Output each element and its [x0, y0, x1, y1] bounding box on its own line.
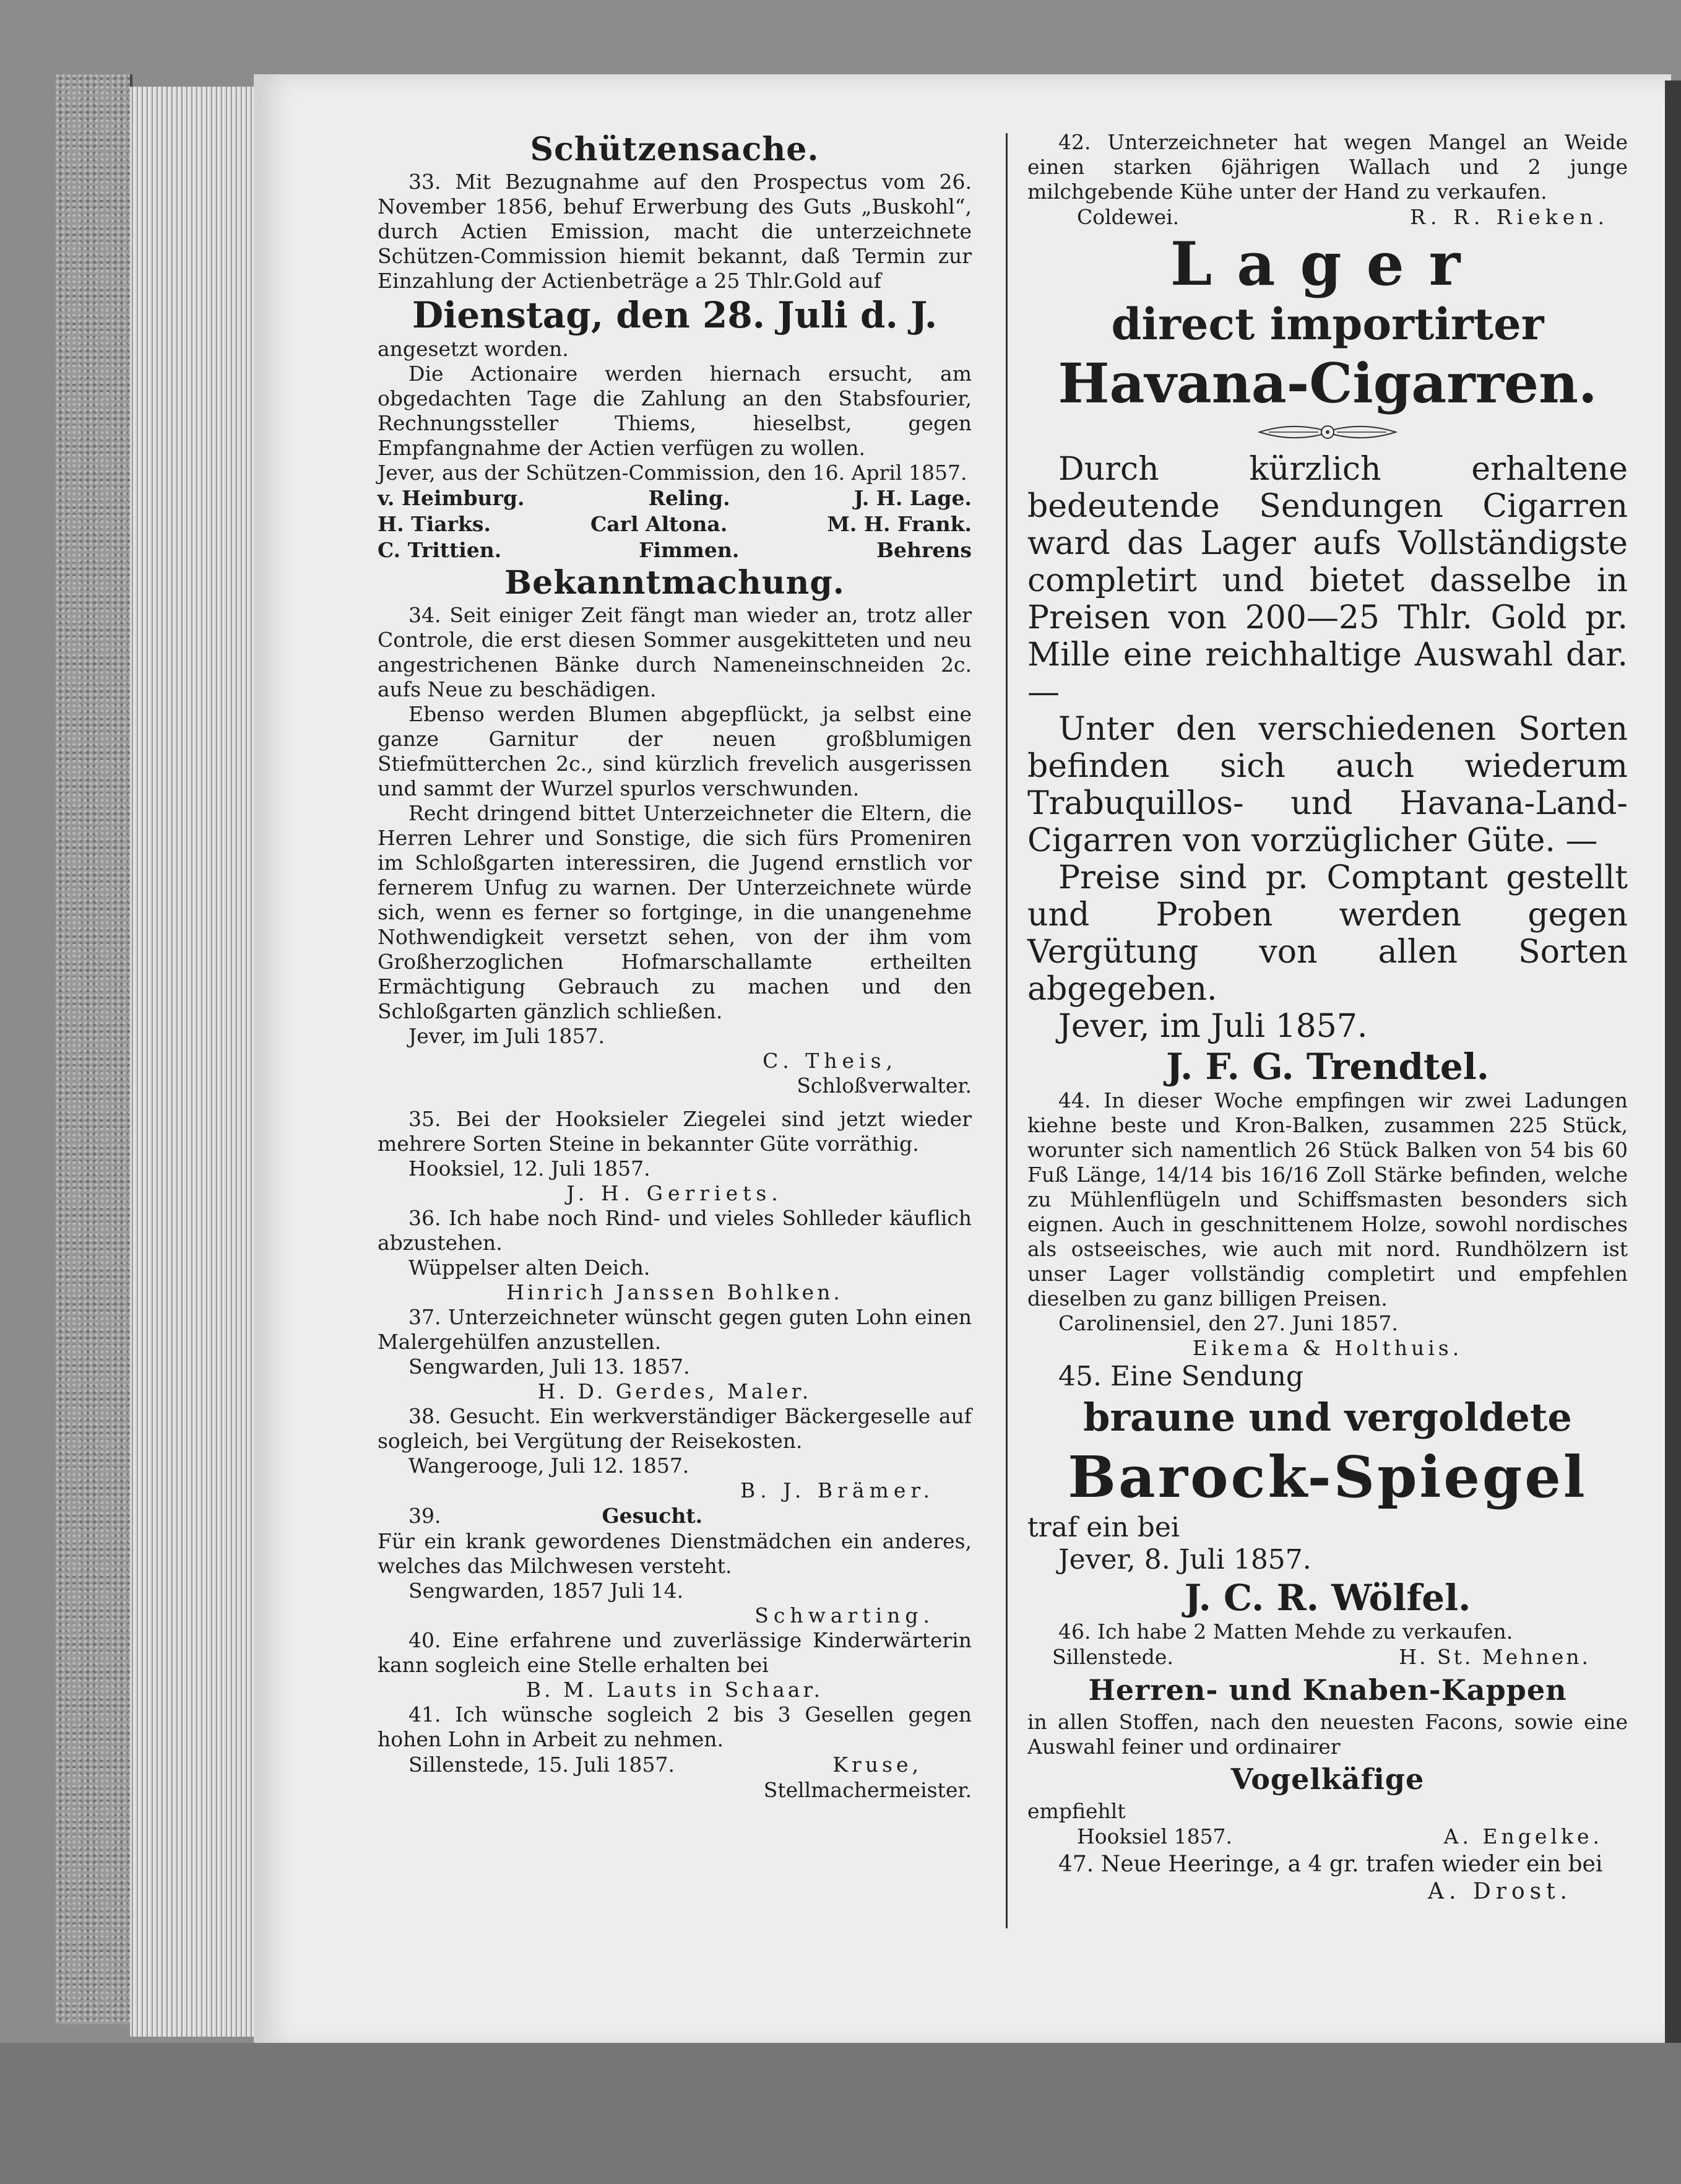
notice-33-date: Dienstag, den 28. Juli d. J. — [412, 294, 938, 336]
signature: C. Trittien. — [378, 538, 502, 562]
notice-41-footer — [378, 1752, 972, 1778]
notice-37-place: Sengwarden, Juli 13. 1857. — [408, 1354, 690, 1379]
notice-45-line1: traf ein bei — [1027, 1512, 1180, 1543]
ad-kappen-footer — [1027, 1824, 1628, 1850]
notice-38-place: Wangerooge, Juli 12. 1857. — [408, 1454, 689, 1478]
signature: M. H. Frank. — [827, 512, 972, 536]
notice-41-signature: Kruse, — [832, 1753, 922, 1777]
notice-41-place: Sillenstede, 15. Juli 1857. — [408, 1753, 675, 1777]
ad-paragraph-3: Preise sind pr. Comptant gestellt und Proben werden gegen Vergütung von allen Sorten abgegeben. — [1027, 859, 1628, 1008]
ad-lager-heading: Lager — [1170, 229, 1485, 299]
notice-46-body: 46. Ich habe 2 Matten Mehde zu verkaufen. — [1058, 1619, 1513, 1644]
notice-39-body: Für ein krank gewordenes Dienstmädchen ein anderes, welches das Milchwesen versteht. — [378, 1529, 972, 1578]
ad-paragraph-1: Durch kürzlich erhaltene bedeutende Sendungen Cigarren ward das Lager aufs Vollständigste completirt und bietet dasselbe in Preisen von 200—25 Thlr. Gold pr. Mille eine reichhaltige Auswahl dar. — — [1027, 451, 1628, 711]
ad-kappen-signature: A. Engelke. — [1443, 1824, 1603, 1848]
notice-35-place: Hooksiel, 12. Juli 1857. — [408, 1156, 650, 1181]
notice-39-number: 39. — [408, 1504, 441, 1528]
notice-33-signatures-2 — [378, 511, 972, 537]
notice-33-place: Jever, aus der Schützen-Commission, den 16. April 1857. — [378, 461, 967, 485]
ad-braune-heading: braune und vergoldete — [1083, 1395, 1572, 1440]
signature: Carl Altona. — [590, 512, 728, 536]
notice-41-role: Stellmachermeister. — [763, 1778, 972, 1802]
background-bottom — [0, 2043, 1681, 2184]
notice-46-footer — [1027, 1644, 1628, 1670]
signature: J. H. Lage. — [853, 486, 972, 510]
notice-44-place: Carolinensiel, den 27. Juni 1857. — [1058, 1311, 1398, 1335]
notice-34-p3: Recht dringend bittet Unterzeichneter die Eltern, die Herren Lehrer und Sonstige, die sich fürs Promeniren im Schloßgarten interessiren, die Jugend ernstlich vor fernerem Unfug zu warnen. Der Unterzeichnete würde sich, wenn es ferner so fortginge, in die unangenehme Nothwendigkeit versetzt sehen, von der ihm vom Großherzoglichen Hofmarschallamte ertheilten Ermächtigung Gebrauch zu machen und den Schloßgarten gänzlich schließen. — [378, 801, 972, 1023]
notice-45-firm: J. C. R. Wölfel. — [1184, 1577, 1471, 1619]
signature: H. Tiarks. — [378, 512, 491, 536]
heading-schuetzensache: Schützensache. — [530, 131, 819, 168]
notice-45-line2: Jever, 8. Juli 1857. — [1058, 1544, 1312, 1575]
notice-42-signature: R. R. Rieken. — [1410, 205, 1609, 229]
ad-empfiehlt: empfiehlt — [1027, 1799, 1126, 1823]
ad-direct-heading: direct importirter — [1111, 298, 1544, 350]
notice-36-body: 36. Ich habe noch Rind- und vieles Sohlleder käuflich abzustehen. — [378, 1206, 972, 1255]
notice-42-body: 42. Unterzeichneter hat wegen Mangel an Weide einen starken 6jährigen Wallach und 2 junge milchgebende Kühe unter der Hand zu verkaufen. — [1027, 130, 1628, 204]
notice-33-body3: Die Actionaire werden hiernach ersucht, am obgedachten Tage die Zahlung an den Stabsfourier, Rechnungssteller Thiems, hieselbst, gegen Empfangnahme der Actien verfügen zu wollen. — [378, 362, 972, 460]
signature: Behrens — [876, 538, 972, 562]
notice-42-place: Coldewei. — [1077, 205, 1180, 229]
ad-place: Jever, im Juli 1857. — [1058, 1008, 1368, 1045]
ad-havana-heading: Havana-Cigarren. — [1058, 351, 1597, 415]
signature: Fimmen. — [639, 538, 740, 562]
notice-45-heading: 45. Eine Sendung — [1058, 1361, 1304, 1392]
notice-47-body: 47. Neue Heeringe, a 4 gr. trafen wieder ein bei — [1058, 1852, 1603, 1877]
notice-36-signature: Hinrich Janssen Bohlken. — [506, 1280, 843, 1304]
notice-40-body: 40. Eine erfahrene und zuverlässige Kinderwärterin kann sogleich eine Stelle erhalten bei — [378, 1628, 972, 1677]
notice-39-header — [378, 1503, 972, 1529]
book-cover — [56, 74, 132, 2024]
notice-38-signature: B. J. Brämer. — [740, 1478, 935, 1502]
notice-35-body: 35. Bei der Hooksieler Ziegelei sind jetzt wieder mehrere Sorten Steine in bekannter Güte vorräthig. — [378, 1107, 972, 1156]
notice-39-heading: Gesucht. — [602, 1504, 703, 1528]
ad-barock-heading: Barock-Spiegel — [1068, 1444, 1588, 1510]
right-column — [1027, 130, 1628, 1904]
notice-34-p2: Ebenso werden Blumen abgepflückt, ja selbst eine ganze Garnitur der neuen großblumigen Stiefmütterchen 2c., sind kürzlich frevelich ausgerissen und sammt der Wurzel spurlos verschwunden. — [378, 702, 972, 800]
left-column — [378, 130, 972, 1803]
notice-44-body: 44. In dieser Woche empfingen wir zwei Ladungen kiehne beste und Kron-Balken, zusammen 225 Stück, worunter sich namentlich 26 Stück Balken von 54 bis 60 Fuß Länge, 14/14 bis 16/16 Zoll Stärke befinden, welche zu Mühlenflügeln und Schiffsmasten besonders sich eignen. Auch in geschnittenem Holze, sowohl nordisches als ostseeisches, wie auch mit nord. Rundhölzern ist unser Lager vollständig completirt und empfehlen dieselben zu ganz billigen Preisen. — [1027, 1088, 1628, 1311]
notice-46-signature: H. St. Mehnen. — [1399, 1645, 1591, 1669]
ad-kappen-heading: Herren- und Knaben-Kappen — [1088, 1673, 1567, 1707]
notice-34-p1: 34. Seit einiger Zeit fängt man wieder an, trotz aller Controle, die erst diesen Sommer ausgekitteten und neu angestrichenen Bänke durch Nameneinschneiden 2c. aufs Neue zu beschädigen. — [378, 603, 972, 701]
notice-33-signatures-3 — [378, 537, 972, 563]
signature: Reling. — [648, 486, 730, 510]
ad-paragraph-2: Unter den verschiedenen Sorten befinden sich auch wiederum Trabuquillos- und Havana-Land-Cigarren von vorzüglicher Güte. — — [1027, 711, 1628, 859]
notice-34-role: Schloßverwalter. — [797, 1073, 972, 1098]
winged-ornament-icon — [1253, 420, 1402, 444]
heading-bekanntmachung: Bekanntmachung. — [504, 564, 845, 602]
signature: v. Heimburg. — [378, 486, 525, 510]
notice-39-signature: Schwarting. — [754, 1603, 935, 1627]
notice-38-body: 38. Gesucht. Ein werkverständiger Bäckergeselle auf sogleich, bei Vergütung der Reisekosten. — [378, 1404, 972, 1453]
notice-37-signature: H. D. Gerdes, Maler. — [537, 1379, 812, 1403]
ad-firm: J. F. G. Trendtel. — [1166, 1046, 1489, 1088]
notice-39-place: Sengwarden, 1857 Juli 14. — [408, 1579, 684, 1603]
ad-vogel-heading: Vogelkäfige — [1230, 1762, 1425, 1796]
notice-34-signature: C. Theis, — [763, 1049, 897, 1073]
notice-46-place: Sillenstede. — [1052, 1645, 1173, 1669]
notice-36-place: Wüppelser alten Deich. — [408, 1255, 650, 1280]
notice-33-signatures-1 — [378, 485, 972, 511]
column-rule — [1006, 133, 1008, 1928]
notice-34-place: Jever, im Juli 1857. — [408, 1024, 605, 1048]
notice-37-body: 37. Unterzeichneter wünscht gegen guten Lohn einen Malergehülfen anzustellen. — [378, 1305, 972, 1354]
book-right-edge — [1665, 80, 1681, 2049]
notice-47-signature: A. Drost. — [1427, 1879, 1572, 1904]
notice-41-body: 41. Ich wünsche sogleich 2 bis 3 Gesellen gegen hohen Lohn in Arbeit zu nehmen. — [378, 1702, 972, 1751]
notice-44-signature: Eikema & Holthuis. — [1192, 1336, 1463, 1360]
notice-40-signature: B. M. Lauts in Schaar. — [525, 1678, 824, 1702]
ad-kappen-body: in allen Stoffen, nach den neuesten Facons, sowie eine Auswahl feiner und ordinairer — [1027, 1710, 1628, 1759]
notice-35-signature: J. H. Gerriets. — [566, 1181, 783, 1205]
notice-33-body2: angesetzt worden. — [378, 337, 569, 361]
notice-42-footer — [1027, 204, 1628, 230]
ad-kappen-place: Hooksiel 1857. — [1077, 1824, 1233, 1848]
notice-33-body: 33. Mit Bezugnahme auf den Prospectus vom 26. November 1856, behuf Erwerbung des Guts „Buskohl“, durch Actien Emission, macht die unterzeichnete Schützen-Commission hiemit bekannt, daß Termin zur Einzahlung der Actienbeträge a 25 Thlr.Gold auf — [378, 170, 972, 293]
